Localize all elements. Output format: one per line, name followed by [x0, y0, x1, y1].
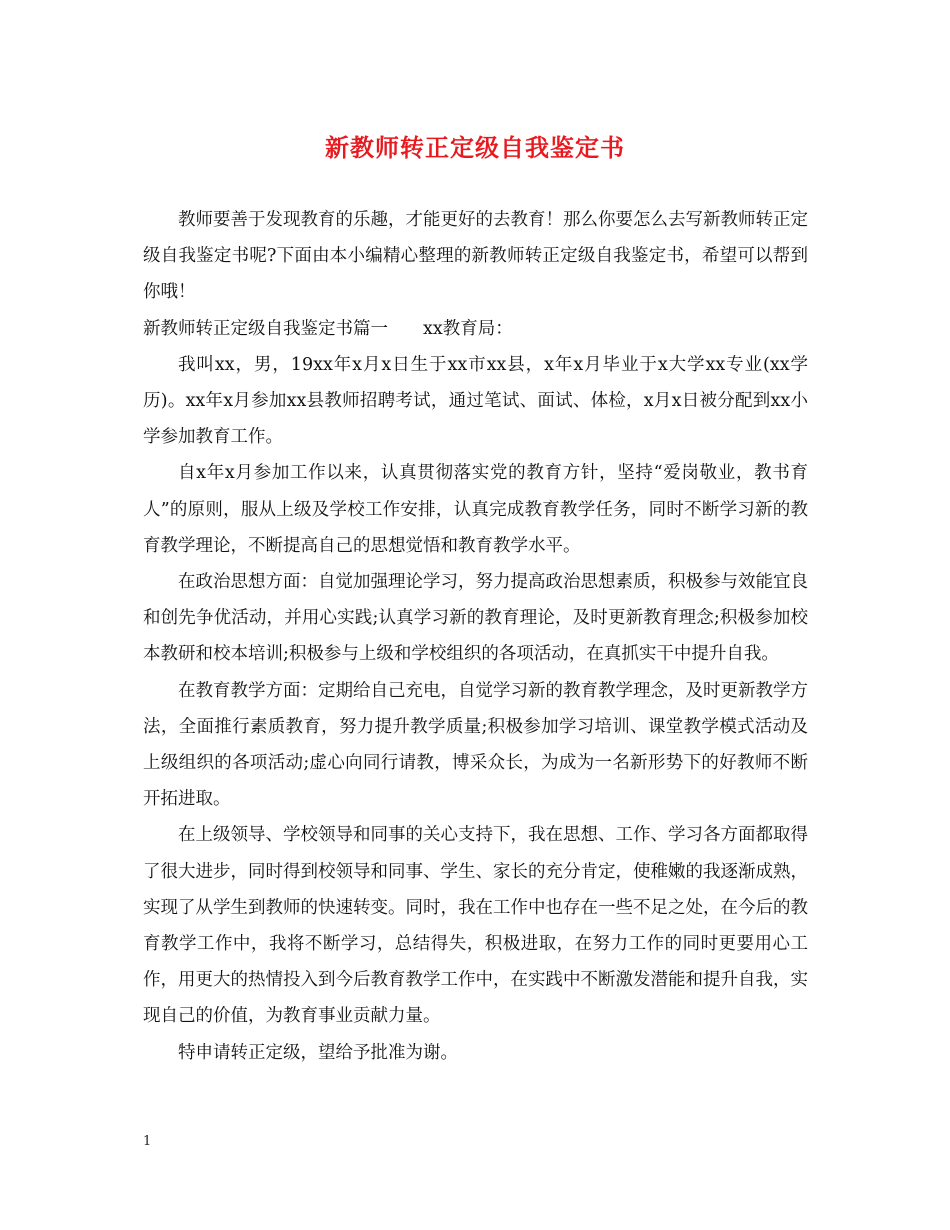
- summary-paragraph: 在上级领导、学校领导和同事的关心支持下，我在思想、工作、学习各方面都取得了很大进步，同时得到校领导和同事、学生、家长的充分肯定，使稚嫩的我逐渐成熟，实现了从学生到教师的快速转变。同时，我在工作中也存在一些不足之处，在今后的教育教学工作中，我将不断学习，总结得失，积极进取，在努力工作的同时更要用心工作，用更大的热情投入到今后教育教学工作中，在实践中不断激发潜能和提升自我，实现自己的价值，为教育事业贡献力量。: [143, 825, 808, 1027]
- page-number: 1: [143, 1134, 152, 1149]
- political-thought-paragraph: 在政治思想方面：自觉加强理论学习，努力提高政治思想素质，积极参与效能宜良和创先争优活动，并用心实践;认真学习新的教育理论，及时更新教育理念;积极参加校本教研和校本培训;积极参与上级和学校组织的各项活动，在真抓实干中提升自我。: [143, 572, 808, 665]
- document-body: [143, 202, 808, 1071]
- work-overview-paragraph: 自x年x月参加工作以来，认真贯彻落实党的教育方针，坚持“爱岗敬业，教书育人”的原则，服从上级及学校工作安排，认真完成教育教学任务，同时不断学习新的教育教学理论，不断提高自己的思想觉悟和教育教学水平。: [143, 463, 808, 556]
- document-title: 新教师转正定级自我鉴定书: [325, 133, 625, 162]
- personal-info-paragraph: 我叫xx，男，19xx年x月x日生于xx市xx县，x年x月毕业于x大学xx专业(xx学历)。xx年x月参加xx县教师招聘考试，通过笔试、面试、体检，x月x日被分配到xx小学参加教育工作。: [143, 354, 808, 448]
- closing-request-paragraph: 特申请转正定级，望给予批准为谢。: [178, 1042, 458, 1063]
- teaching-paragraph: 在教育教学方面：定期给自己充电，自觉学习新的教育教学理念，及时更新教学方法，全面推行素质教育，努力提升教学质量;积极参加学习培训、课堂教学模式活动及上级组织的各项活动;虚心向同行请教，博采众长，为成为一名新形势下的好教师不断开拓进取。: [143, 680, 808, 810]
- intro-paragraph: 教师要善于发现教育的乐趣，才能更好的去教育！那么你要怎么去写新教师转正定级自我鉴定书呢?下面由本小编精心整理的新教师转正定级自我鉴定书，希望可以帮到你哦！: [143, 210, 808, 303]
- section-heading-line: 新教师转正定级自我鉴定书篇一 xx教育局：: [143, 318, 513, 339]
